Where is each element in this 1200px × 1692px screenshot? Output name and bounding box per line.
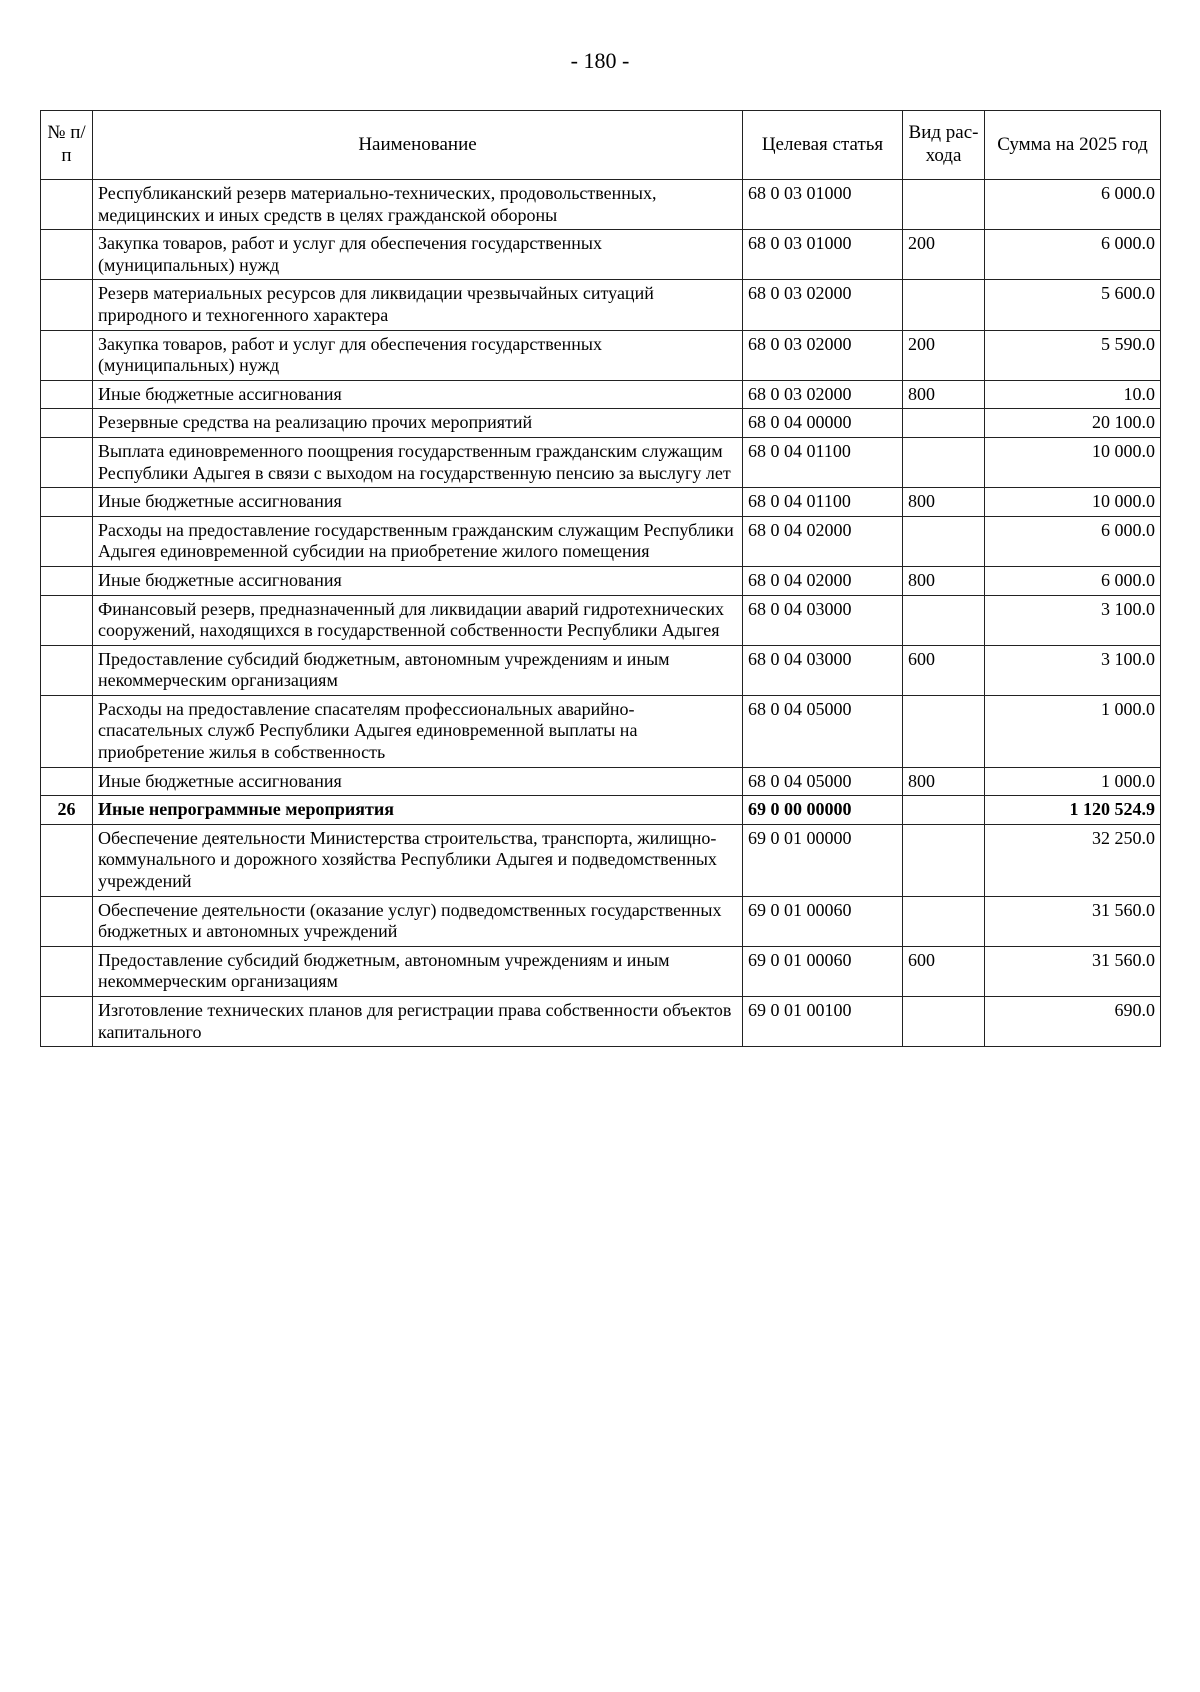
- row-expense-type: [903, 409, 985, 438]
- row-name: Иные бюджетные ассигнования: [93, 767, 743, 796]
- row-expense-type: [903, 796, 985, 825]
- row-number: [41, 946, 93, 996]
- row-name: Иные бюджетные ассигнования: [93, 566, 743, 595]
- table-row: [41, 997, 1161, 1047]
- row-name: Расходы на предоставление государственным гражданским служащим Республики Адыгея единовременной субсидии на приобретение жилого помещения: [93, 516, 743, 566]
- row-expense-type: [903, 824, 985, 896]
- row-target-code: 68 0 04 05000: [743, 767, 903, 796]
- row-amount: 6 000.0: [985, 180, 1161, 230]
- row-expense-type: [903, 516, 985, 566]
- row-number: [41, 824, 93, 896]
- table-row: [41, 380, 1161, 409]
- row-number: [41, 566, 93, 595]
- row-expense-type: 600: [903, 645, 985, 695]
- row-number: [41, 437, 93, 487]
- table-row: [41, 595, 1161, 645]
- row-name: Расходы на предоставление спасателям профессиональных аварийно-спасательных служб Республики Адыгея единовременной выплаты на приобретение жилья в собственность: [93, 695, 743, 767]
- row-name: Финансовый резерв, предназначенный для ликвидации аварий гидротехнических сооружений, находящихся в государственной собственности Республики Адыгея: [93, 595, 743, 645]
- table-row: [41, 488, 1161, 517]
- table-row: [41, 896, 1161, 946]
- row-number: [41, 896, 93, 946]
- row-amount: 5 590.0: [985, 330, 1161, 380]
- row-name: Обеспечение деятельности Министерства строительства, транспорта, жилищно-коммунального и дорожного хозяйства Республики Адыгея и подведомственных учреждений: [93, 824, 743, 896]
- header-type: Вид рас-хода: [903, 111, 985, 180]
- header-code: Целевая статья: [743, 111, 903, 180]
- table-row: [41, 330, 1161, 380]
- row-amount: 6 000.0: [985, 566, 1161, 595]
- row-target-code: 68 0 04 00000: [743, 409, 903, 438]
- row-amount: 3 100.0: [985, 595, 1161, 645]
- row-amount: 31 560.0: [985, 896, 1161, 946]
- header-sum: Сумма на 2025 год: [985, 111, 1161, 180]
- row-amount: 6 000.0: [985, 516, 1161, 566]
- row-number: [41, 645, 93, 695]
- row-amount: 10.0: [985, 380, 1161, 409]
- row-name: Республиканский резерв материально-технических, продовольственных, медицинских и иных средств в целях гражданской обороны: [93, 180, 743, 230]
- row-target-code: 69 0 01 00060: [743, 896, 903, 946]
- table-row: [41, 645, 1161, 695]
- row-number: [41, 280, 93, 330]
- row-expense-type: [903, 695, 985, 767]
- row-target-code: 68 0 03 02000: [743, 330, 903, 380]
- row-number: [41, 488, 93, 517]
- row-name: Выплата единовременного поощрения государственным гражданским служащим Республики Адыгея в связи с выходом на государственную пенсию за выслугу лет: [93, 437, 743, 487]
- row-number: [41, 180, 93, 230]
- row-number: [41, 695, 93, 767]
- row-amount: 3 100.0: [985, 645, 1161, 695]
- row-number: 26: [41, 796, 93, 825]
- table-row: [41, 180, 1161, 230]
- table-row: [41, 695, 1161, 767]
- table-row: [41, 409, 1161, 438]
- table-row: [41, 516, 1161, 566]
- table-row: [41, 824, 1161, 896]
- page-number: - 180 -: [570, 48, 630, 73]
- row-expense-type: [903, 180, 985, 230]
- row-amount: 10 000.0: [985, 488, 1161, 517]
- table-row: [41, 230, 1161, 280]
- row-name: Иные бюджетные ассигнования: [93, 488, 743, 517]
- row-amount: 1 000.0: [985, 767, 1161, 796]
- row-name: Изготовление технических планов для регистрации права собственности объектов капитального: [93, 997, 743, 1047]
- row-expense-type: [903, 437, 985, 487]
- row-name: Предоставление субсидий бюджетным, автономным учреждениям и иным некоммерческим организациям: [93, 946, 743, 996]
- row-name: Закупка товаров, работ и услуг для обеспечения государственных (муниципальных) нужд: [93, 230, 743, 280]
- row-expense-type: [903, 595, 985, 645]
- row-target-code: 68 0 04 03000: [743, 645, 903, 695]
- row-target-code: 68 0 03 02000: [743, 280, 903, 330]
- row-target-code: 68 0 03 01000: [743, 180, 903, 230]
- table-row: [41, 437, 1161, 487]
- row-target-code: 68 0 03 01000: [743, 230, 903, 280]
- row-expense-type: 200: [903, 330, 985, 380]
- row-name: Предоставление субсидий бюджетным, автономным учреждениям и иным некоммерческим организациям: [93, 645, 743, 695]
- row-target-code: 68 0 03 02000: [743, 380, 903, 409]
- row-name: Резервные средства на реализацию прочих мероприятий: [93, 409, 743, 438]
- row-expense-type: 800: [903, 380, 985, 409]
- header-num: № п/п: [41, 111, 93, 180]
- table-body: [41, 180, 1161, 1047]
- table-row: [41, 280, 1161, 330]
- row-expense-type: [903, 280, 985, 330]
- row-target-code: 68 0 04 02000: [743, 516, 903, 566]
- budget-table: [40, 110, 1161, 1047]
- row-number: [41, 380, 93, 409]
- row-expense-type: [903, 997, 985, 1047]
- row-number: [41, 516, 93, 566]
- table-header-row: [41, 111, 1161, 180]
- row-target-code: 68 0 04 01100: [743, 488, 903, 517]
- row-amount: 10 000.0: [985, 437, 1161, 487]
- row-amount: 31 560.0: [985, 946, 1161, 996]
- budget-table-container: [40, 110, 1161, 1047]
- row-target-code: 68 0 04 03000: [743, 595, 903, 645]
- row-number: [41, 997, 93, 1047]
- row-amount: 32 250.0: [985, 824, 1161, 896]
- row-expense-type: 200: [903, 230, 985, 280]
- row-expense-type: 600: [903, 946, 985, 996]
- row-amount: 1 000.0: [985, 695, 1161, 767]
- row-target-code: 68 0 04 01100: [743, 437, 903, 487]
- row-amount: 5 600.0: [985, 280, 1161, 330]
- row-target-code: 69 0 01 00000: [743, 824, 903, 896]
- header-name: Наименование: [93, 111, 743, 180]
- row-target-code: 69 0 01 00100: [743, 997, 903, 1047]
- row-number: [41, 330, 93, 380]
- row-amount: 20 100.0: [985, 409, 1161, 438]
- row-target-code: 68 0 04 02000: [743, 566, 903, 595]
- table-row: [41, 566, 1161, 595]
- row-name: Закупка товаров, работ и услуг для обеспечения государственных (муниципальных) нужд: [93, 330, 743, 380]
- row-target-code: 69 0 01 00060: [743, 946, 903, 996]
- row-name: Иные непрограммные мероприятия: [93, 796, 743, 825]
- row-expense-type: 800: [903, 767, 985, 796]
- row-name: Резерв материальных ресурсов для ликвидации чрезвычайных ситуаций природного и техногенного характера: [93, 280, 743, 330]
- row-target-code: 68 0 04 05000: [743, 695, 903, 767]
- row-expense-type: 800: [903, 488, 985, 517]
- row-expense-type: [903, 896, 985, 946]
- row-amount: 6 000.0: [985, 230, 1161, 280]
- row-target-code: 69 0 00 00000: [743, 796, 903, 825]
- table-row: [41, 796, 1161, 825]
- row-expense-type: 800: [903, 566, 985, 595]
- row-amount: 1 120 524.9: [985, 796, 1161, 825]
- row-number: [41, 767, 93, 796]
- row-amount: 690.0: [985, 997, 1161, 1047]
- row-name: Обеспечение деятельности (оказание услуг) подведомственных государственных бюджетных и автономных учреждений: [93, 896, 743, 946]
- table-row: [41, 767, 1161, 796]
- row-name: Иные бюджетные ассигнования: [93, 380, 743, 409]
- row-number: [41, 409, 93, 438]
- row-number: [41, 230, 93, 280]
- row-number: [41, 595, 93, 645]
- table-row: [41, 946, 1161, 996]
